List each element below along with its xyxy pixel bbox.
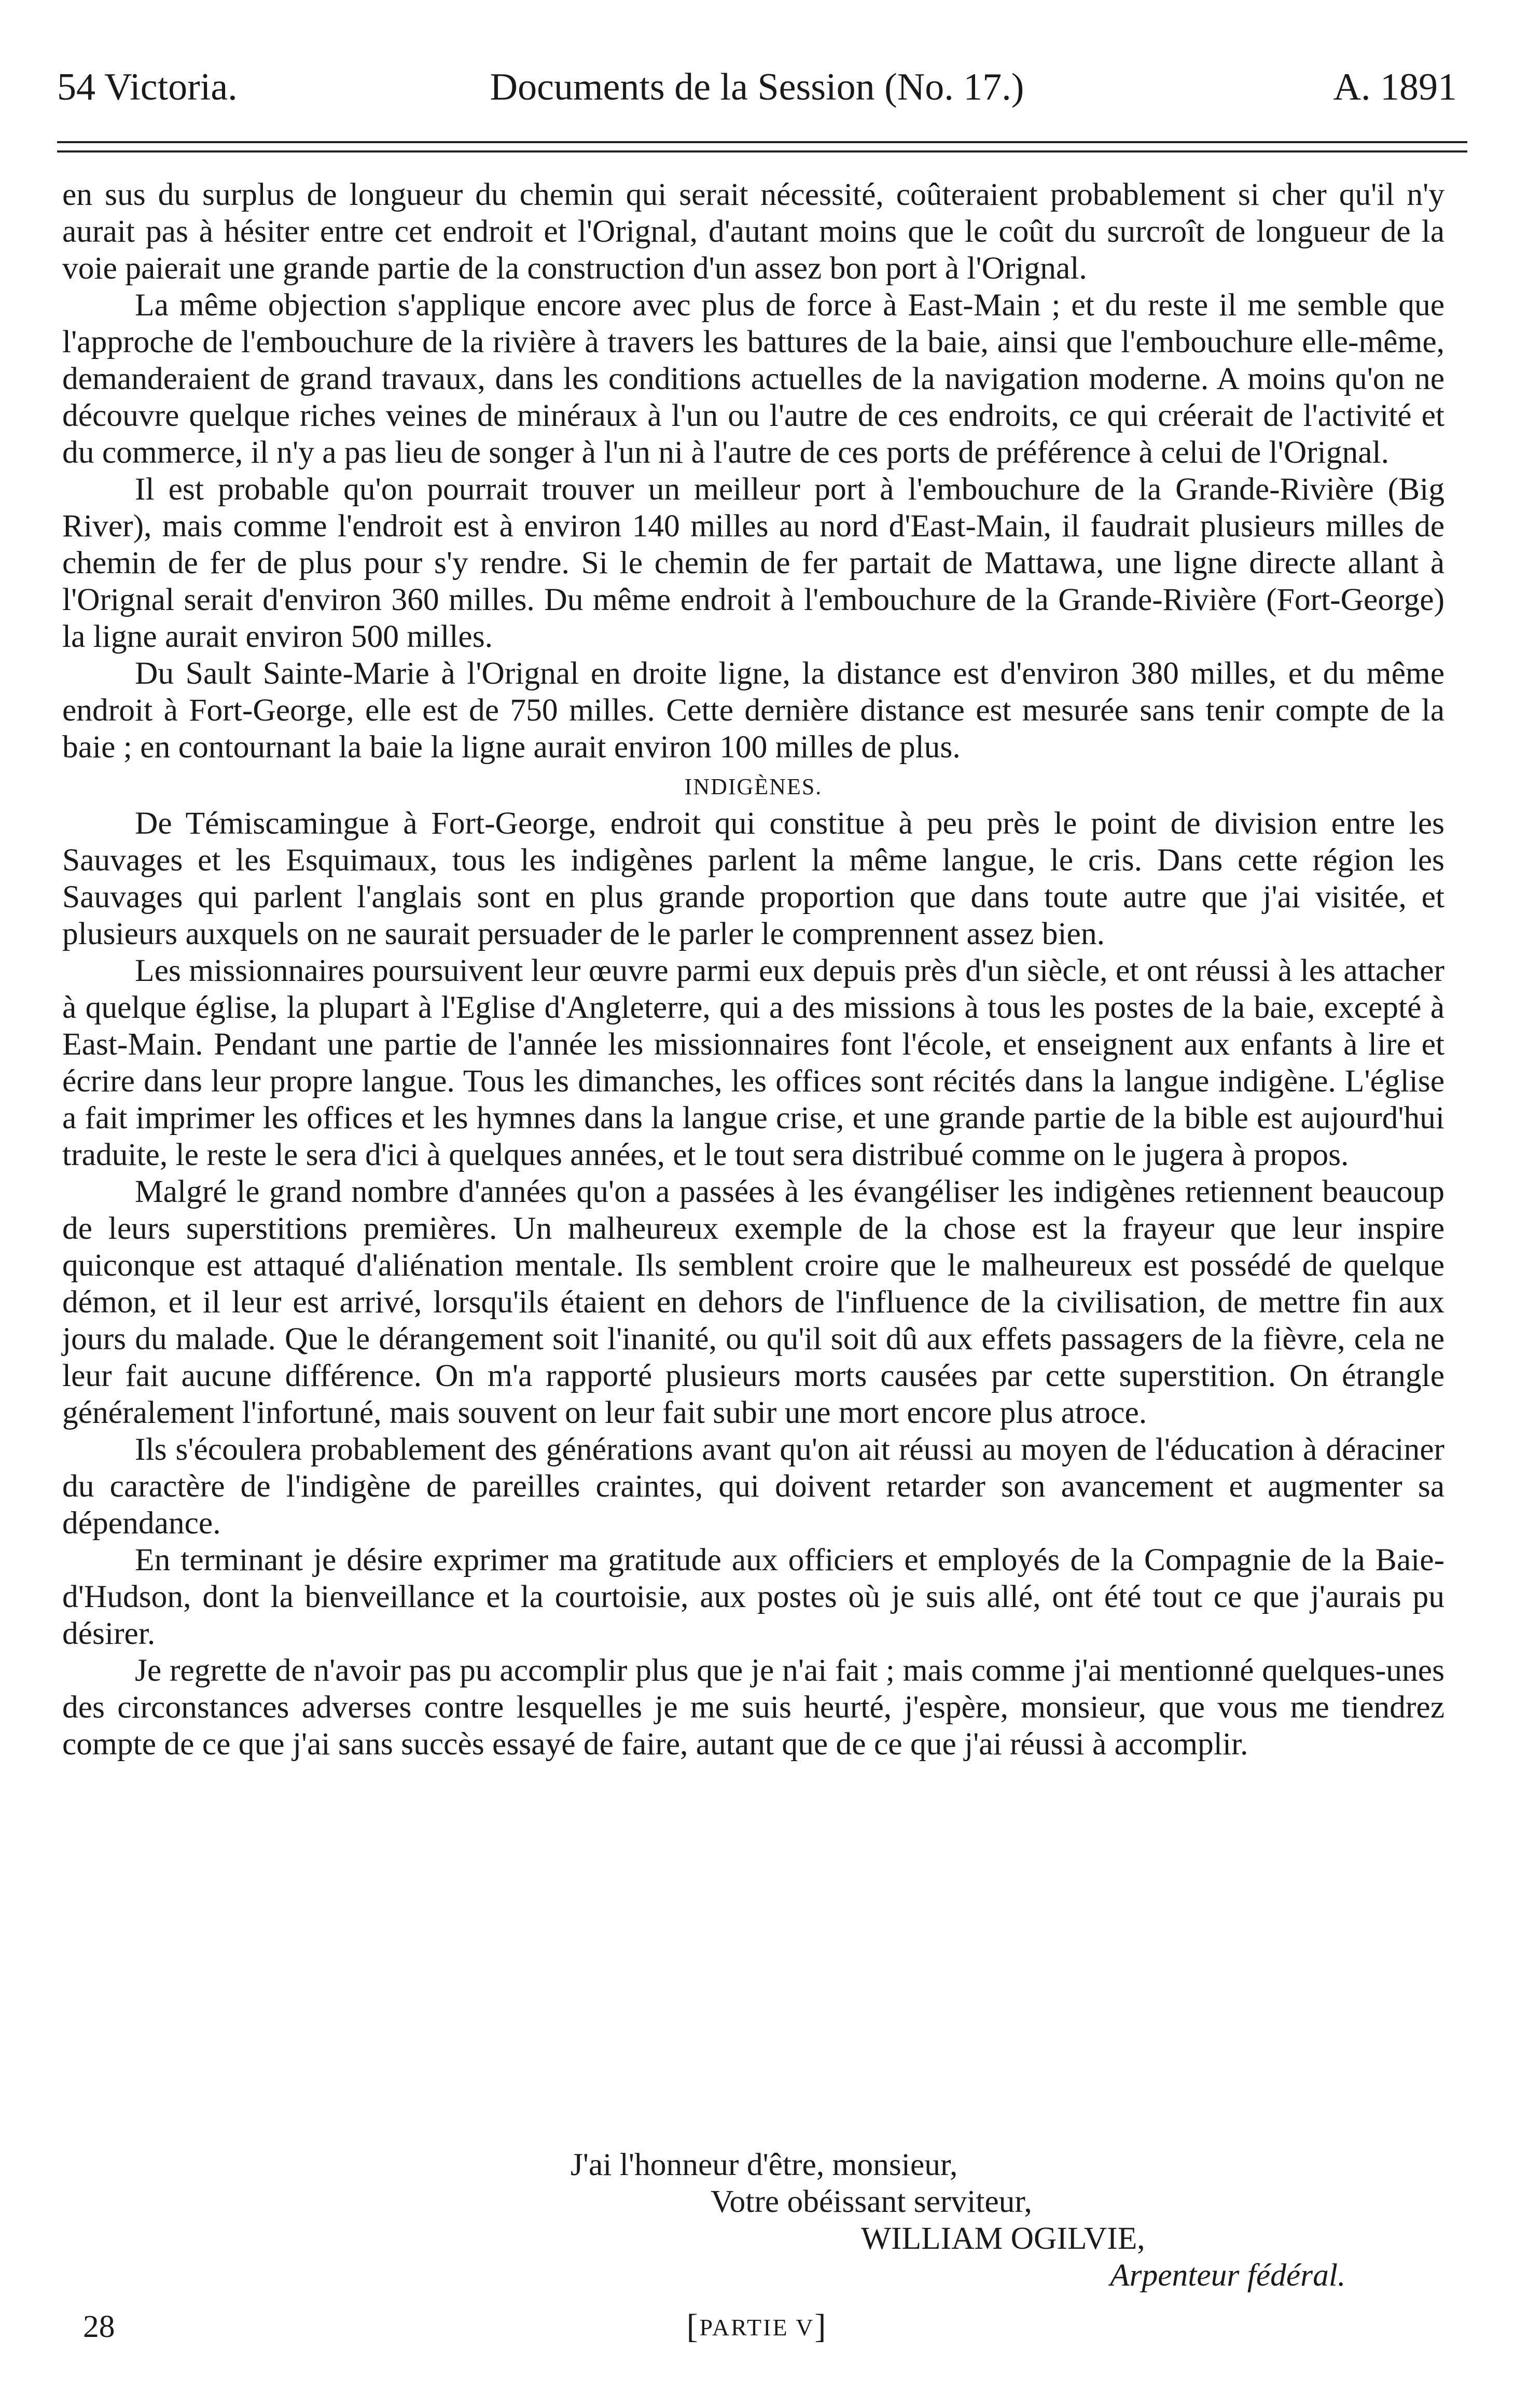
header-title: Documents de la Session (No. 17.) [490, 66, 1024, 108]
closing-servant: Votre obéissant serviteur, [711, 2184, 1032, 2219]
page-number: 28 [83, 2309, 115, 2344]
header-session: 54 Victoria. [57, 66, 238, 108]
header-rule-bottom [57, 150, 1467, 153]
signature-title: Arpenteur fédéral. [1110, 2258, 1346, 2293]
paragraph: Ils s'écoulera probablement des générations avant qu'on ait réussi au moyen de l'éducation à déraciner du caractère de l'indigène de pareilles craintes, qui doivent retarder son avancement et augmenter sa dépendance. [62, 1432, 1444, 1541]
partie-bracket-close: ] [814, 2307, 828, 2345]
paragraph: Les missionnaires poursuivent leur œuvre parmi eux depuis près d'un siècle, et ont réussi à les attacher à quelque église, la plupart à l'Eglise d'Angleterre, qui a des missions à tous les postes de la baie, excepté à East-Main. Pendant une partie de l'année les missionnaires font l'école, et enseignent aux enfants à lire et écrire dans leur propre langue. Tous les dimanches, les offices sont récités dans la langue indigène. L'église a fait imprimer les offices et les hymnes dans la langue crise, et une grande partie de la bible est aujourd'hui traduite, le reste le sera d'ici à quelques années, et le tout sera distribué comme on le jugera à propos. [62, 953, 1444, 1172]
signature-name: WILLIAM OGILVIE, [861, 2221, 1145, 2256]
paragraph: En terminant je désire exprimer ma gratitude aux officiers et employés de la Compagnie de la Baie-d'Hudson, dont la bienveillance et la courtoisie, aux postes où je suis allé, ont été tout ce que j'aurais pu désirer. [62, 1542, 1444, 1651]
paragraph: en sus du surplus de longueur du chemin qui serait nécessité, coûteraient probablement si cher qu'il n'y aurait pas à hésiter entre cet endroit et l'Orignal, d'autant moins que le coût du surcroît de longueur de la voie paierait une grande partie de la construction d'un assez bon port à l'Orignal. [62, 177, 1444, 286]
paragraph: Du Sault Sainte-Marie à l'Orignal en droite ligne, la distance est d'environ 380 milles, et du même endroit à Fort-George, elle est de 750 milles. Cette dernière distance est mesurée sans tenir compte de la baie ; en contournant la baie la ligne aurait environ 100 milles de plus. [62, 656, 1444, 765]
paragraph: Malgré le grand nombre d'années qu'on a passées à les évangéliser les indigènes retiennent beaucoup de leurs superstitions premières. Un malheureux exemple de la chose est la frayeur que leur inspire quiconque est attaqué d'aliénation mentale. Ils semblent croire que le malheureux est possédé de quelque démon, et il leur est arrivé, lorsqu'ils étaient en dehors de l'influence de la civilisation, de mettre fin aux jours du malade. Que le dérangement soit l'inanité, ou qu'il soit dû aux effets passagers de la fièvre, cela ne leur fait aucune différence. On m'a rapporté plusieurs morts causées par cette superstition. On étrangle généralement l'infortuné, mais souvent on leur fait subir une mort encore plus atroce. [62, 1174, 1444, 1430]
paragraph: La même objection s'applique encore avec plus de force à East-Main ; et du reste il me semble que l'approche de l'embouchure de la rivière à travers les battures de la baie, ainsi que l'embouchure elle-même, demanderaient de grand travaux, dans les conditions actuelles de la navigation moderne. A moins qu'on ne découvre quelque riches veines de minéraux à l'un ou l'autre de ces endroits, ce qui créerait de l'activité et du commerce, il n'y a pas lieu de songer à l'un ni à l'autre de ces ports de préférence à celui de l'Orignal. [62, 287, 1444, 470]
partie-text: PARTIE V [699, 2314, 815, 2341]
header-year: A. 1891 [1333, 66, 1457, 108]
body-text [62, 176, 1444, 1763]
paragraph: De Témiscamingue à Fort-George, endroit qui constitue à peu près le point de division entre les Sauvages et les Esquimaux, tous les indigènes parlent la même langue, le cris. Dans cette région les Sauvages qui parlent l'anglais sont en plus grande proportion que dans toute autre que j'ai visitée, et plusieurs auxquels on ne saurait persuader de le parler le comprennent assez bien. [62, 806, 1444, 951]
running-header [47, 61, 1467, 113]
header-rule-top [57, 141, 1467, 143]
section-heading: INDIGÈNES. [684, 774, 823, 799]
page-footer [0, 2306, 1514, 2347]
closing-salutation: J'ai l'honneur d'être, monsieur, [571, 2147, 958, 2182]
paragraph: Je regrette de n'avoir pas pu accomplir plus que je n'ai fait ; mais comme j'ai mentionné quelques-unes des circonstances adverses contre lesquelles je me suis heurté, j'espère, monsieur, que vous me tiendrez compte de ce que j'ai sans succès essayé de faire, autant que de ce que j'ai réussi à accomplir. [62, 1653, 1444, 1762]
partie-bracket-open: [ [686, 2307, 700, 2345]
partie-label [0, 2306, 1514, 2348]
paragraph: Il est probable qu'on pourrait trouver un meilleur port à l'embouchure de la Grande-Rivière (Big River), mais comme l'endroit est à environ 140 milles au nord d'East-Main, il faudrait plusieurs milles de chemin de fer de plus pour s'y rendre. Si le chemin de fer partait de Mattawa, une ligne directe allant à l'Orignal serait d'environ 360 milles. Du même endroit à l'embouchure de la Grande-Rivière (Fort-George) la ligne aurait environ 500 milles. [62, 472, 1444, 654]
